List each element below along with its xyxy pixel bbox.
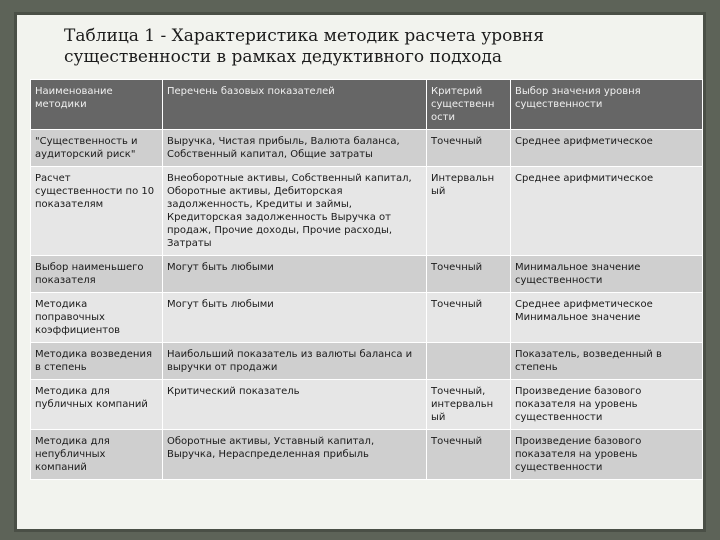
cell-method: Методика для публичных компаний [31,380,163,430]
cell-level: Среднее арифмитическое [511,167,703,256]
table-row [31,430,703,480]
table-row [31,380,703,430]
cell-criterion: Точечный [427,256,511,293]
cell-criterion: Точечный, интервальн ый [427,380,511,430]
cell-indicators: Наибольший показатель из валюты баланса и выручки от продажи [163,343,427,380]
cell-indicators: Могут быть любыми [163,293,427,343]
cell-method: "Существенность и аудиторский риск" [31,130,163,167]
cell-level: Показатель, возведенный в степень [511,343,703,380]
cell-level: Произведение базового показателя на уровень существенности [511,380,703,430]
cell-criterion: Точечный [427,293,511,343]
header-criterion: Критерий существенн ости [427,80,511,130]
slide [14,12,706,532]
cell-level: Минимальное значение существенности [511,256,703,293]
cell-method: Методика поправочных коэффициентов [31,293,163,343]
cell-criterion: Интервальн ый [427,167,511,256]
cell-method: Расчет существенности по 10 показателям [31,167,163,256]
cell-level: Произведение базового показателя на уровень существенности [511,430,703,480]
table-row [31,256,703,293]
cell-level: Среднее арифметическое [511,130,703,167]
cell-indicators: Критический показатель [163,380,427,430]
header-level-choice: Выбор значения уровня существенности [511,80,703,130]
table-row [31,293,703,343]
cell-level: Среднее арифметическое Минимальное значение [511,293,703,343]
methods-table [30,79,703,480]
cell-indicators: Выручка, Чистая прибыль, Валюта баланса, Собственный капитал, Общие затраты [163,130,427,167]
cell-method: Выбор наименьшего показателя [31,256,163,293]
header-base-indicators: Перечень базовых показателей [163,80,427,130]
cell-criterion [427,343,511,380]
cell-method: Методика для непубличных компаний [31,430,163,480]
cell-indicators: Могут быть любыми [163,256,427,293]
cell-criterion: Точечный [427,130,511,167]
table-row [31,343,703,380]
table-header-row [31,80,703,130]
table-row [31,130,703,167]
cell-method: Методика возведения в степень [31,343,163,380]
table-row [31,167,703,256]
table-title: Таблица 1 - Характеристика методик расчета уровня существенности в рамках дедуктивного подхода [64,26,544,67]
cell-indicators: Оборотные активы, Уставный капитал, Выручка, Нераспределенная прибыль [163,430,427,480]
cell-criterion: Точечный [427,430,511,480]
cell-indicators: Внеоборотные активы, Собственный капитал, Оборотные активы, Дебиторская задолженность, Кредиты и займы, Кредиторская задолженность Выручка от продаж, Прочие доходы, Прочие расходы, Затраты [163,167,427,256]
header-method-name: Наименование методики [31,80,163,130]
